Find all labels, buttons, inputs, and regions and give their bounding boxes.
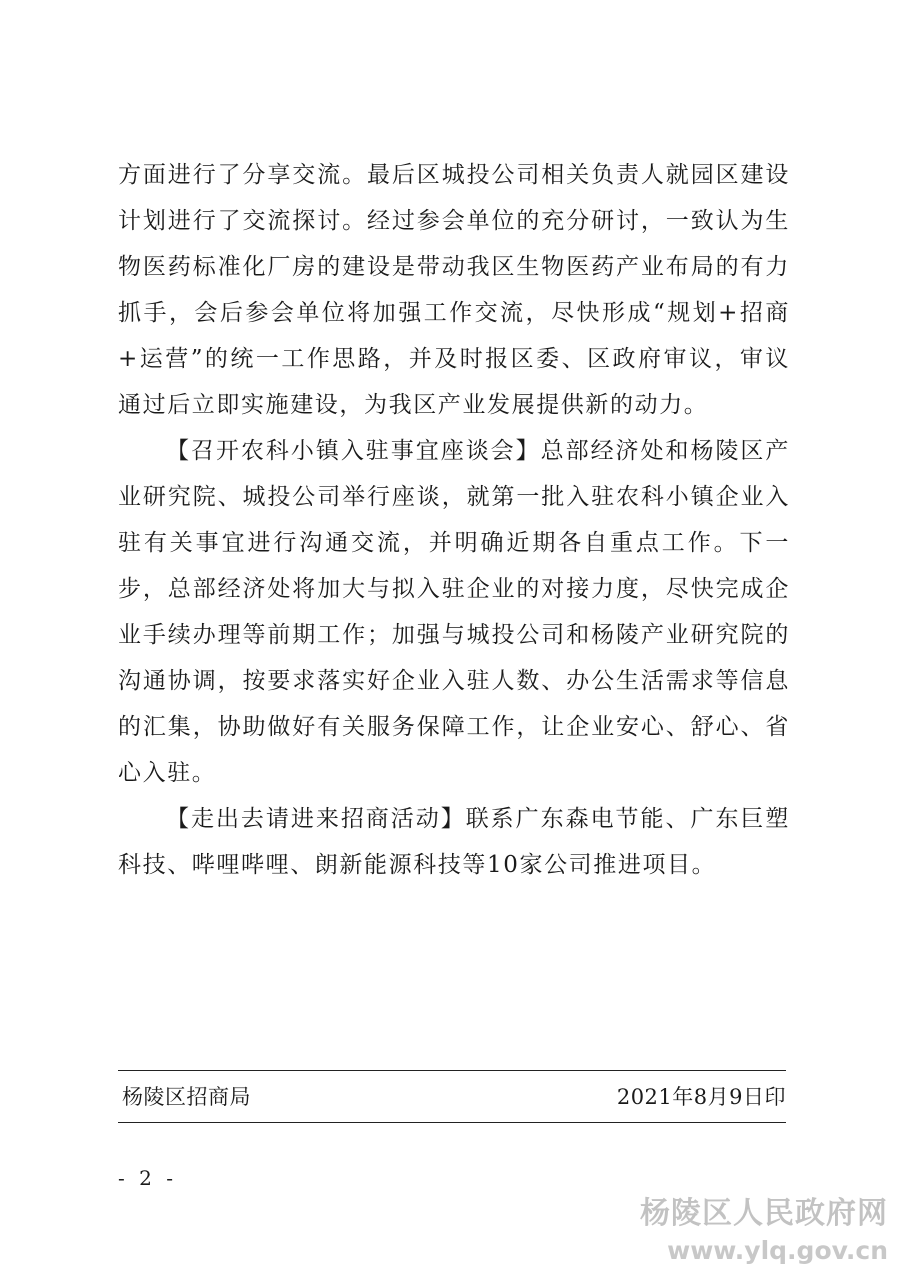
paragraph-continuation (118, 152, 790, 428)
paragraph-meeting (118, 428, 790, 796)
paragraph-heading: 【召开农科小镇入驻事宜座谈会】 (166, 438, 541, 464)
watermark-url: www.ylq.gov.cn (667, 1236, 888, 1265)
paragraph-investment (118, 796, 790, 888)
imprint-date: 2021年8月9日印 (616, 1085, 786, 1109)
imprint-bottom-rule (118, 1122, 786, 1123)
paragraph-text: 方面进行了分享交流。最后区城投公司相关负责人就园区建设计划进行了交流探讨。经过参会单位的充分研讨，一致认为生物医药标准化厂房的建设是带动我区生物医药产业布局的有力抓手，会后参会单位将加强工作交流，尽快形成“规划+招商+运营”的统一工作思路，并及时报区委、区政府审议，审议通过后立即实施建设，为我区产业发展提供新的动力。 (118, 162, 790, 418)
paragraph-text: 联系广东森电节能、广东巨塑科技、哔哩哔哩、朗新能源科技等10家公司推进项目。 (118, 806, 790, 878)
paragraph-text: 总部经济处和杨陵区产业研究院、城投公司举行座谈，就第一批入驻农科小镇企业入驻有关事宜进行沟通交流，并明确近期各自重点工作。下一步，总部经济处将加大与拟入驻企业的对接力度，尽快完成企业手续办理等前期工作；加强与城投公司和杨陵产业研究院的沟通协调，按要求落实好企业入驻人数、办公生活需求等信息的汇集，协助做好有关服务保障工作，让企业安心、舒心、省心入驻。 (118, 438, 790, 786)
page-number: - 2 - (118, 1166, 177, 1190)
site-watermark (640, 1196, 888, 1266)
watermark-name: 杨陵区人民政府网 (640, 1196, 888, 1231)
imprint-row (122, 1078, 786, 1114)
imprint-organization: 杨陵区招商局 (122, 1085, 251, 1109)
paragraph-heading: 【走出去请进来招商活动】 (166, 806, 466, 832)
imprint-top-rule (118, 1070, 786, 1071)
document-body (118, 152, 790, 888)
